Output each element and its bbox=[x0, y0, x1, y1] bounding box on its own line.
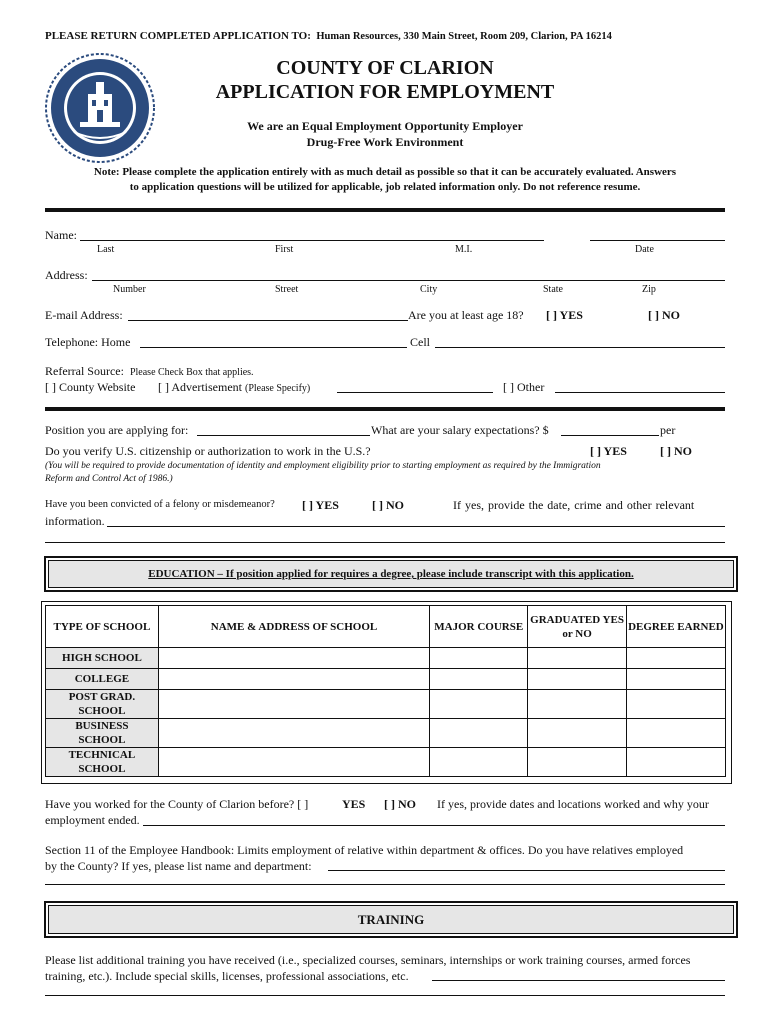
school-name-cell[interactable] bbox=[158, 748, 429, 777]
major-cell[interactable] bbox=[430, 669, 528, 690]
referral-hint: Please Check Box that applies. bbox=[129, 367, 254, 378]
education-banner bbox=[44, 556, 738, 592]
name-field[interactable] bbox=[80, 240, 544, 241]
worked-before-field[interactable] bbox=[143, 825, 725, 826]
row-label-college: COLLEGE bbox=[46, 669, 159, 690]
felony-yes-checkbox[interactable]: [ ] YES bbox=[302, 498, 339, 512]
citizenship-no-checkbox[interactable]: [ ] NO bbox=[660, 444, 692, 458]
citizenship-question: Do you verify U.S. citizenship or authorization to work in the U.S.? bbox=[45, 444, 371, 458]
return-instruction bbox=[45, 30, 612, 42]
age-no-checkbox[interactable]: [ ] NO bbox=[648, 308, 680, 322]
graduated-cell[interactable] bbox=[528, 719, 627, 748]
table-row bbox=[46, 719, 726, 748]
first-caption: First bbox=[275, 244, 294, 255]
relatives-field-2[interactable] bbox=[45, 884, 725, 885]
state-caption: State bbox=[543, 284, 563, 295]
cell-phone-field[interactable] bbox=[435, 347, 725, 348]
advertisement-checkbox[interactable] bbox=[158, 380, 310, 395]
training-field-2[interactable] bbox=[45, 995, 725, 996]
age-yes-checkbox[interactable]: [ ] YES bbox=[546, 308, 583, 322]
per-label: per bbox=[660, 423, 676, 437]
worked-before-yes-checkbox[interactable]: YES bbox=[342, 797, 366, 811]
education-table bbox=[45, 605, 726, 777]
row-label-post-grad: POST GRAD. SCHOOL bbox=[46, 690, 159, 719]
worked-before-followup-2: employment ended. bbox=[45, 813, 140, 827]
header-graduated: GRADUATED YES or NO bbox=[528, 606, 627, 648]
note-line-2: to application questions will be utilized for applicable, job related information only. Do not reference resume. bbox=[129, 181, 641, 193]
degree-cell[interactable] bbox=[626, 648, 725, 669]
salary-field[interactable] bbox=[561, 435, 659, 436]
cell-label: Cell bbox=[410, 335, 430, 349]
felony-field-2[interactable] bbox=[45, 542, 725, 543]
note-line-1: Note: Please complete the application entirely with as much detail as possible so that it can be accurately evaluated. Answers bbox=[93, 166, 677, 178]
felony-no-checkbox[interactable]: [ ] NO bbox=[372, 498, 404, 512]
school-name-cell[interactable] bbox=[158, 648, 429, 669]
referral-heading bbox=[45, 364, 254, 379]
relatives-field[interactable] bbox=[328, 870, 725, 871]
header-degree-earned: DEGREE EARNED bbox=[626, 606, 725, 648]
major-cell[interactable] bbox=[430, 748, 528, 777]
table-row bbox=[46, 648, 726, 669]
graduated-cell[interactable] bbox=[528, 648, 627, 669]
school-name-cell[interactable] bbox=[158, 690, 429, 719]
drug-free-statement: Drug-Free Work Environment bbox=[306, 135, 464, 149]
citizenship-note-line-2: Reform and Control Act of 1986.) bbox=[45, 474, 173, 484]
degree-cell[interactable] bbox=[626, 748, 725, 777]
training-banner-text: TRAINING bbox=[357, 912, 425, 927]
relatives-line-2: by the County? If yes, please list name and department: bbox=[45, 859, 312, 873]
worked-before-question: Have you worked for the County of Clarion before? [ ] bbox=[45, 797, 309, 811]
home-phone-field[interactable] bbox=[140, 347, 407, 348]
street-caption: Street bbox=[275, 284, 299, 295]
mi-caption: M.I. bbox=[455, 244, 473, 255]
education-banner-text: EDUCATION – If position applied for requires a degree, please include transcript with this application. bbox=[148, 568, 634, 580]
return-label: PLEASE RETURN COMPLETED APPLICATION TO: bbox=[45, 30, 311, 42]
date-caption: Date bbox=[635, 244, 654, 255]
salary-label: What are your salary expectations? $ bbox=[371, 423, 549, 437]
school-name-cell[interactable] bbox=[158, 719, 429, 748]
advertisement-label: [ ] Advertisement bbox=[158, 380, 242, 394]
table-row bbox=[46, 748, 726, 777]
other-checkbox[interactable]: [ ] Other bbox=[503, 380, 545, 394]
citizenship-note-line-1: (You will be required to provide documentation of identity and employment eligibility prior to starting employment as required by the Immigration bbox=[45, 461, 601, 471]
title-line-1: COUNTY OF CLARION bbox=[276, 57, 494, 79]
header-type-of-school: TYPE OF SCHOOL bbox=[46, 606, 159, 648]
degree-cell[interactable] bbox=[626, 690, 725, 719]
referral-label: Referral Source: bbox=[45, 364, 124, 378]
table-row bbox=[46, 669, 726, 690]
divider bbox=[45, 407, 725, 411]
address-field[interactable] bbox=[92, 280, 725, 281]
return-address: Human Resources, 330 Main Street, Room 209, Clarion, PA 16214 bbox=[316, 31, 612, 42]
felony-followup: If yes, provide the date, crime and other relevant bbox=[453, 498, 695, 512]
header-name-address: NAME & ADDRESS OF SCHOOL bbox=[158, 606, 429, 648]
note bbox=[40, 165, 730, 195]
zip-caption: Zip bbox=[642, 284, 656, 295]
graduated-cell[interactable] bbox=[528, 690, 627, 719]
row-label-technical: TECHNICAL SCHOOL bbox=[46, 748, 159, 777]
city-caption: City bbox=[420, 284, 438, 295]
email-field[interactable] bbox=[128, 320, 408, 321]
county-website-checkbox[interactable]: [ ] County Website bbox=[45, 380, 136, 394]
last-caption: Last bbox=[97, 244, 115, 255]
school-name-cell[interactable] bbox=[158, 669, 429, 690]
training-line-2: training, etc.). Include special skills, licenses, professional associations, etc. bbox=[45, 969, 409, 983]
education-header-row bbox=[46, 606, 726, 648]
degree-cell[interactable] bbox=[626, 719, 725, 748]
county-seal-icon bbox=[44, 52, 156, 164]
felony-followup-2: information. bbox=[45, 514, 105, 528]
row-label-business: BUSINESS SCHOOL bbox=[46, 719, 159, 748]
divider bbox=[45, 208, 725, 212]
email-label: E-mail Address: bbox=[45, 308, 123, 322]
felony-field[interactable] bbox=[107, 526, 725, 527]
advertisement-field[interactable] bbox=[337, 392, 493, 393]
address-label: Address: bbox=[45, 268, 88, 282]
position-field[interactable] bbox=[197, 435, 370, 436]
eeo-statement: We are an Equal Employment Opportunity Employer bbox=[247, 119, 523, 133]
graduated-cell[interactable] bbox=[528, 669, 627, 690]
worked-before-followup: If yes, provide dates and locations worked and why your bbox=[437, 797, 709, 811]
major-cell[interactable] bbox=[430, 648, 528, 669]
major-cell[interactable] bbox=[430, 690, 528, 719]
name-label: Name: bbox=[45, 228, 77, 242]
degree-cell[interactable] bbox=[626, 669, 725, 690]
citizenship-note bbox=[45, 460, 730, 486]
training-banner bbox=[44, 901, 738, 938]
training-line-1: Please list additional training you have received (i.e., specialized courses, seminars, internships or work training courses, armed forces bbox=[45, 953, 691, 967]
relatives-line-1: Section 11 of the Employee Handbook: Limits employment of relative within department & offices. Do you have relatives employed bbox=[45, 843, 684, 857]
age-question: Are you at least age 18? bbox=[408, 308, 524, 322]
title-line-2: APPLICATION FOR EMPLOYMENT bbox=[215, 81, 555, 103]
advertisement-hint: (Please Specify) bbox=[244, 383, 311, 394]
subtitle bbox=[160, 118, 610, 150]
date-field[interactable] bbox=[590, 240, 725, 241]
row-label-high-school: HIGH SCHOOL bbox=[46, 648, 159, 669]
header-major-course: MAJOR COURSE bbox=[430, 606, 528, 648]
other-field[interactable] bbox=[555, 392, 725, 393]
major-cell[interactable] bbox=[430, 719, 528, 748]
table-row bbox=[46, 690, 726, 719]
citizenship-yes-checkbox[interactable]: [ ] YES bbox=[590, 444, 627, 458]
training-field[interactable] bbox=[432, 980, 725, 981]
graduated-cell[interactable] bbox=[528, 748, 627, 777]
felony-question: Have you been convicted of a felony or misdemeanor? bbox=[45, 499, 275, 510]
position-label: Position you are applying for: bbox=[45, 423, 189, 437]
page-title bbox=[160, 56, 610, 104]
number-caption: Number bbox=[113, 284, 146, 295]
worked-before-no-checkbox[interactable]: [ ] NO bbox=[384, 797, 416, 811]
phone-label: Telephone: Home bbox=[45, 335, 131, 349]
